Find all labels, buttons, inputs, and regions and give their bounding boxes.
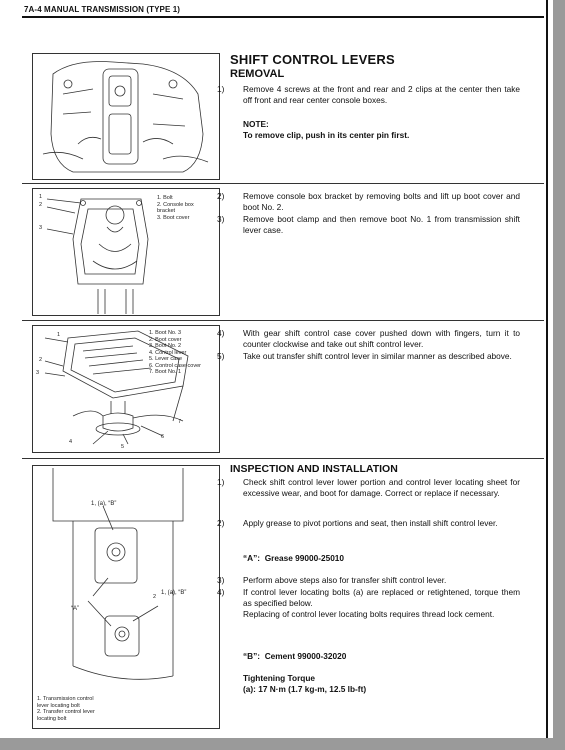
inspection-step-4-extra: Replacing of control lever locating bolts requires thread lock cement. [243, 609, 495, 619]
removal-step-3: 3) Remove boot clamp and then remove boot No. 1 from transmission shift lever case. [217, 214, 520, 235]
label-bolt-1-top: 1, (a), “B” [91, 501, 117, 507]
section-divider [22, 458, 544, 459]
callout-3: 3 [39, 225, 43, 231]
header-rule [22, 16, 544, 18]
callout-7: 7 [178, 419, 182, 425]
callout-1: 1 [39, 194, 43, 200]
console-drawing [33, 54, 220, 180]
inspection-step-2: 2) Apply grease to pivot portions and seat, then install shift control lever. [217, 518, 498, 528]
label-grease-a: “A” [71, 606, 79, 612]
figure-shift-lever-parts [32, 325, 220, 453]
section-title: SHIFT CONTROL LEVERS [230, 52, 395, 67]
section-divider [22, 320, 544, 321]
page-header: 7A-4 MANUAL TRANSMISSION (TYPE 1) [24, 5, 181, 14]
callout-2: 2 [153, 594, 157, 600]
callout-1: 1 [57, 332, 61, 338]
removal-step-2: 2) Remove console box bracket by removing bolts and lift up boot cover and boot No. 2. [217, 191, 520, 212]
callout-5: 5 [121, 444, 125, 450]
locating-bolts-drawing [33, 466, 220, 729]
figure-console-boxes [32, 53, 220, 180]
inspection-step-3: 3) Perform above steps also for transfer shift control lever. [217, 575, 447, 585]
subsection-title: REMOVAL [230, 68, 285, 80]
callout-6: 6 [161, 434, 165, 440]
section-divider [22, 183, 544, 184]
figure-legend: 1. Boot No. 3 2. Boot cover 3. Boot No. 2 4. Control lever 5. Lever case 6. Control case cover 7. Boot No. 1 [149, 330, 201, 375]
window-shadow-bottom [0, 738, 565, 750]
cement-spec: “B”: Cement 99000-32020 [243, 651, 347, 661]
callout-3: 3 [36, 370, 40, 376]
removal-step-5: 5) Take out transfer shift control lever in similar manner as described above. [217, 351, 512, 361]
page-edge [546, 0, 548, 738]
callout-2: 2 [39, 357, 43, 363]
callout-2: 2 [39, 202, 43, 208]
window-shadow-right [553, 0, 565, 750]
label-bolt-1-right: 1, (a), “B” [161, 590, 187, 596]
grease-spec: “A”: Grease 99000-25010 [243, 553, 345, 563]
torque-spec: Tightening Torque (a): 17 N·m (1.7 kg-m, 12.5 lb-ft) [243, 673, 367, 694]
removal-step-4: 4) With gear shift control case cover pushed down with fingers, turn it to counter clockwise and take out shift control lever. [217, 328, 520, 349]
inspection-step-1: 1) Check shift control lever lower portion and control lever locating sheet for excessive wear, and boot for damage. Correct or replace if necessary. [217, 477, 520, 498]
figure-console-bracket [32, 188, 220, 316]
inspection-step-4: 4) If control lever locating bolts (a) are replaced or retightened, torque them as specified below. [217, 587, 520, 608]
figure-legend: 1. Transmission control lever locating bolt 2. Transfer control lever locating bolt [37, 696, 95, 722]
figure-legend: 1. Bolt 2. Console box bracket 3. Boot cover [157, 195, 194, 221]
note-block: NOTE: To remove clip, push in its center pin first. [243, 119, 410, 140]
figure-locating-bolts [32, 465, 220, 729]
removal-step-1: 1) Remove 4 screws at the front and rear and 2 clips at the center then take off front and rear center console boxes. [217, 84, 520, 105]
callout-4: 4 [69, 439, 73, 445]
inspection-title: INSPECTION AND INSTALLATION [230, 463, 398, 475]
